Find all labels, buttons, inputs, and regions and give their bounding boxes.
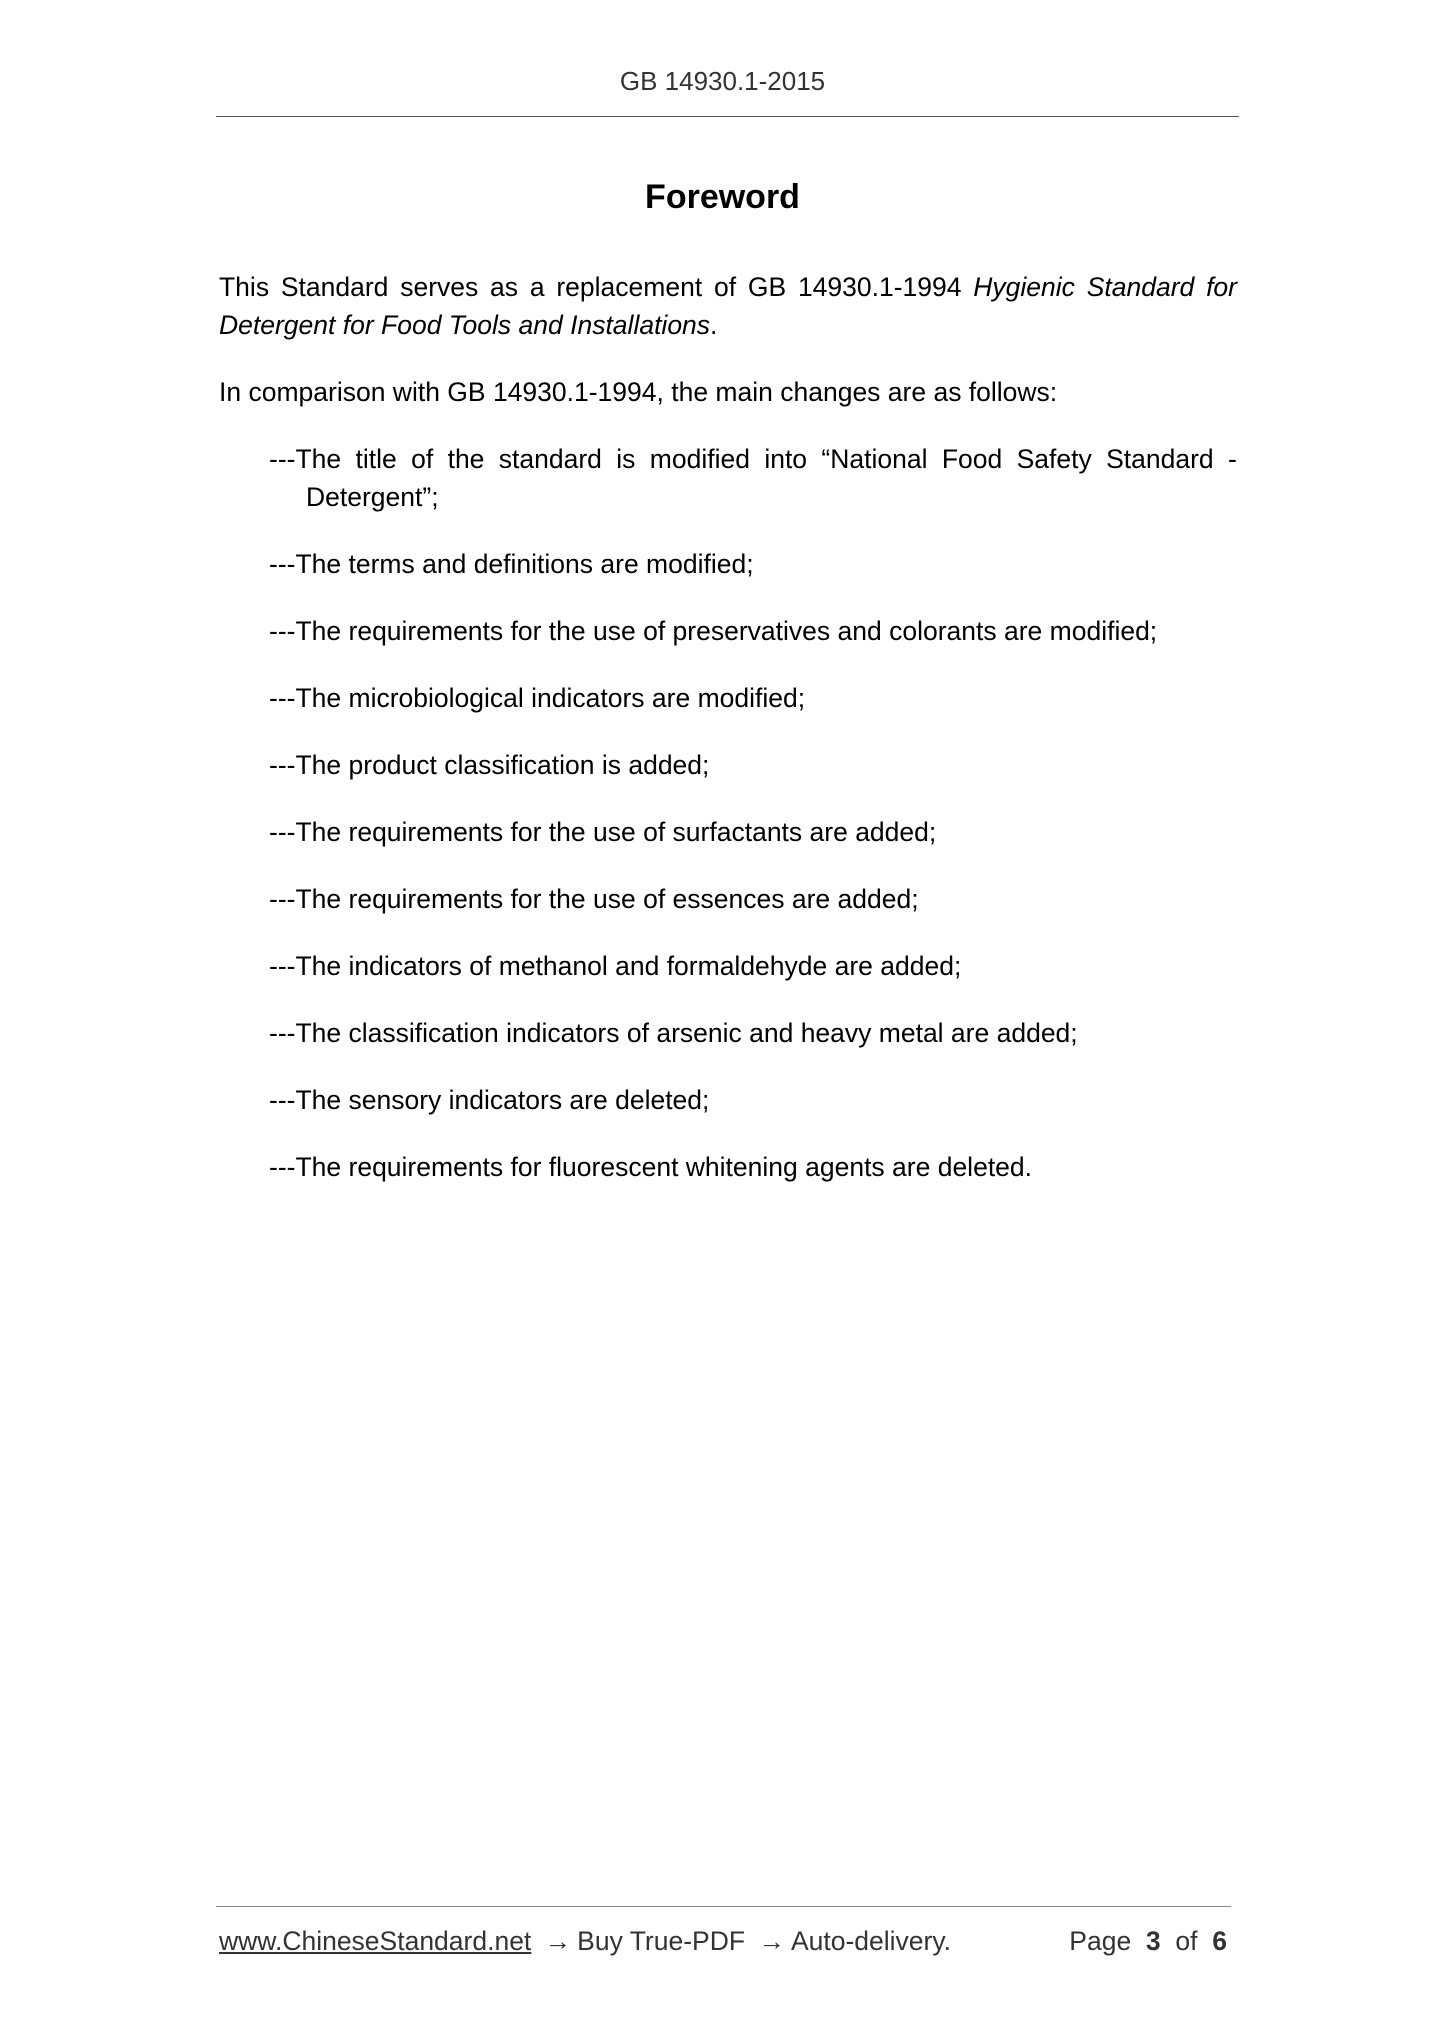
list-item: ---The requirements for the use of surfactants are added; xyxy=(269,817,937,847)
list-item-word: modified xyxy=(649,444,750,474)
intro-italic-title: Detergent for Food Tools and Installations xyxy=(219,310,711,340)
intro-word: for xyxy=(1206,272,1237,302)
footer-divider xyxy=(216,1906,1231,1907)
list-item-word: ---The xyxy=(269,444,342,474)
list-item-word: Food xyxy=(941,444,1003,474)
list-item-first-line xyxy=(269,440,1237,478)
list-item-word: the xyxy=(447,444,485,474)
list-item: ---The classification indicators of arsenic and heavy metal are added; xyxy=(269,1018,1078,1048)
delivery-text: Auto-delivery. xyxy=(790,1926,951,1956)
page-label: Page xyxy=(1069,1926,1132,1956)
document-code-header: GB 14930.1-2015 xyxy=(619,66,826,96)
list-item-word: - xyxy=(1228,444,1237,474)
intro-word: replacement xyxy=(556,272,703,302)
intro-word: 14930.1-1994 xyxy=(797,272,962,302)
list-item: ---The product classification is added; xyxy=(269,750,710,780)
intro-word: of xyxy=(713,272,737,302)
list-item-word: of xyxy=(411,444,434,474)
list-item-word: “National xyxy=(821,444,928,474)
list-item: ---The terms and definitions are modified; xyxy=(269,549,754,579)
header-divider xyxy=(216,116,1239,117)
list-item: ---The requirements for fluorescent whitening agents are deleted. xyxy=(269,1152,1033,1182)
list-item-word: title xyxy=(355,444,397,474)
intro-word: serves xyxy=(400,272,479,302)
comparison-paragraph: In comparison with GB 14930.1-1994, the main changes are as follows: xyxy=(219,377,1058,407)
list-item: ---The sensory indicators are deleted; xyxy=(269,1085,710,1115)
of-label: of xyxy=(1175,1926,1198,1956)
list-item xyxy=(269,440,1237,516)
footer-left xyxy=(219,1926,951,1957)
intro-word: a xyxy=(529,272,545,302)
intro-line-2 xyxy=(219,306,1237,344)
list-item-continuation: Detergent”; xyxy=(306,482,439,512)
website-link[interactable]: www.ChineseStandard.net xyxy=(219,1926,532,1956)
list-item: ---The requirements for the use of preservatives and colorants are modified; xyxy=(269,616,1158,646)
intro-paragraph xyxy=(219,268,1237,344)
page-footer xyxy=(219,1926,1227,1957)
intro-word: Hygienic xyxy=(973,272,1075,302)
intro-word: Standard xyxy=(280,272,389,302)
intro-line-tail: . xyxy=(710,310,718,340)
page-number xyxy=(1069,1926,1227,1957)
list-item: ---The requirements for the use of essences are added; xyxy=(269,884,919,914)
right-arrow-icon: → xyxy=(758,1926,785,1956)
list-item-word: into xyxy=(764,444,808,474)
changes-list xyxy=(269,440,1237,1215)
intro-word: GB xyxy=(747,272,787,302)
page-total: 6 xyxy=(1212,1926,1227,1956)
intro-line-1 xyxy=(219,268,1237,306)
intro-word: This xyxy=(219,272,270,302)
list-item-word: Standard xyxy=(1106,444,1214,474)
list-item-word: is xyxy=(616,444,636,474)
page-title: Foreword xyxy=(645,178,800,216)
list-item-word: standard xyxy=(498,444,602,474)
list-item-word: Safety xyxy=(1016,444,1092,474)
buy-text: Buy True-PDF xyxy=(577,1926,746,1956)
right-arrow-icon: → xyxy=(544,1926,572,1956)
list-item: ---The indicators of methanol and formaldehyde are added; xyxy=(269,951,962,981)
list-item: ---The microbiological indicators are modified; xyxy=(269,683,806,713)
page-current: 3 xyxy=(1145,1926,1161,1956)
intro-word: Standard xyxy=(1086,272,1195,302)
intro-word: as xyxy=(490,272,519,302)
